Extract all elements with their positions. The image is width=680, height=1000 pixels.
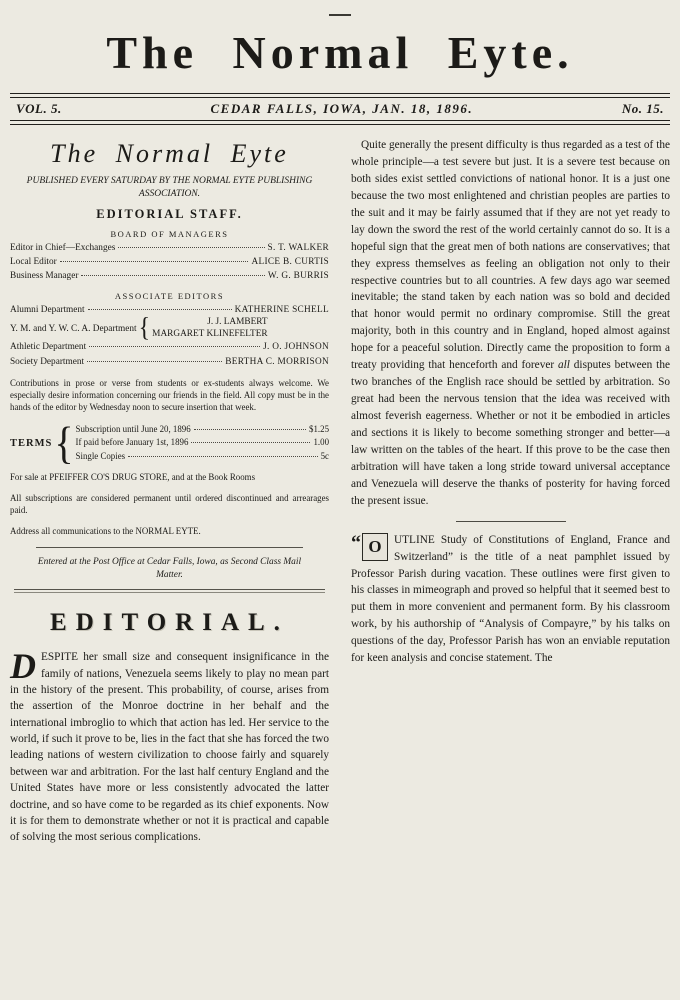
right-column xyxy=(351,137,670,846)
staff-row xyxy=(10,340,329,354)
dotted-leader xyxy=(87,361,222,362)
divider-rule xyxy=(14,589,325,593)
brace-glyph: { xyxy=(138,312,151,343)
dotted-leader xyxy=(81,275,264,276)
staff-name: BERTHA C. MORRISON xyxy=(225,356,329,367)
published-line: PUBLISHED EVERY SATURDAY BY THE NORMAL EYTE PUBLISHING ASSOCIATION. xyxy=(26,176,313,199)
entered-note: Entered at the Post Office at Cedar Falls, Iowa, as Second Class Mail Matter. xyxy=(37,556,302,580)
staff-role: Y. M. and Y. W. C. A. Department xyxy=(10,323,137,334)
staff-row xyxy=(10,269,329,283)
staff-role: Local Editor xyxy=(10,257,57,268)
address-note: Address all communications to the NORMAL EYTE. xyxy=(10,525,201,536)
masthead xyxy=(10,14,670,125)
staff-row xyxy=(10,303,329,317)
terms-block xyxy=(10,416,329,469)
editorial-article-text: ESPITE her small size and consequent insignificance in the family of nations, Venezuela seems likely to play no mean part in the history of the present. This probability, of course, arises from the assertion of the Monroe doctrine in her behalf and the international imbroglio to which that action has led. Her service to the world, if such it prove to be, lies in the fact that she has forced the two leading nations of western civilization to choose fairly and squarely between war and arbitration. For the last half century England and the United States have more or less consistently advocated the latter doctrine, and so have come to be regarded as its chief exponents. Now it is for them to demonstrate whether or not it is practical and capable of solving the most serious complications. xyxy=(10,651,329,844)
article-separator xyxy=(456,521,566,522)
pamphlet-article-text: UTLINE Study of Constitutions of England, France and Switzerland” is the title of a neat pamphlet issued by Professor Parish during vacation. These outlines were first given to his classes in mimeograph and proved so helpful that it seemed best to put them in more convenient and permanent form. By his classroom work, by his authorship of “Analysis of Compayre,” by his talks on questions of the day, Professor Parish has won an enviable reputation for keen analysis and concise statement. The xyxy=(351,533,670,665)
terms-row xyxy=(76,436,329,449)
terms-item-value: $1.25 xyxy=(309,424,329,435)
volume-label: VOL. 5. xyxy=(16,101,62,116)
dateline-text: CEDAR FALLS, IOWA, JAN. 18, 1896. xyxy=(210,101,474,116)
terms-label: TERMS xyxy=(10,437,53,449)
terms-row xyxy=(76,450,329,463)
editorial-continued xyxy=(351,137,670,510)
terms-row xyxy=(76,423,329,436)
dotted-leader xyxy=(194,429,306,430)
staff-name: KATHERINE SCHELL xyxy=(234,304,329,315)
dotted-leader xyxy=(60,261,249,262)
staff-name-pair xyxy=(152,317,267,340)
terms-item-value: 1.00 xyxy=(313,437,329,448)
masthead-rule-bottom xyxy=(10,120,670,125)
open-quote: “ xyxy=(351,531,361,554)
staff-row-ymca xyxy=(10,312,329,343)
staff-role: Business Manager xyxy=(10,271,79,282)
staff-row xyxy=(10,241,329,255)
staff-name: S. T. WALKER xyxy=(267,242,329,253)
pamphlet-article xyxy=(351,532,670,668)
terms-item-label: Single Copies xyxy=(75,450,126,461)
board-of-managers-heading: BOARD OF MANAGERS xyxy=(110,228,229,239)
paragraph-text: Quite generally the present difficulty is thus regarded as a test of the whole principle—a test severe but just. It is a severe test because on both sides exist settled convictions of national honor. It is a just one because the two most enlightened and christian peoples are parties to the suit and it may be fairly assumed that if they are not yet ready to lay down the sword the rest of the world certainly cannot do so. It is a hopeful sign that the great men of both nations are conservatives; that they express themselves as feeling an obligation not only to their respective countries but to all countries. A few days ago war seemed inevitable; the stand taken by each nation was so bold and decided that honor would permit no ordinary compromise. Still the great majority, both in this country and in England, hoped almost against hope for a peaceful solution. Directly came the proposition to form a treaty providing that henceforth and forever xyxy=(351,139,670,372)
boxed-drop-cap: O xyxy=(362,533,388,561)
dotted-leader xyxy=(89,346,260,347)
staff-name: J. O. JOHNSON xyxy=(263,342,329,353)
editorial-article xyxy=(10,646,329,846)
staff-role: Society Department xyxy=(10,356,85,367)
columns xyxy=(10,137,670,846)
sale-note: For sale at PFEIFFER CO'S DRUG STORE, and at the Book Rooms xyxy=(10,472,256,483)
staff-role: Athletic Department xyxy=(10,342,87,353)
terms-item-label: If paid before January 1st, 1896 xyxy=(75,437,189,448)
staff-name: MARGARET KLINEFELTER xyxy=(152,328,268,339)
dotted-leader xyxy=(88,309,232,310)
dotted-leader xyxy=(191,442,310,443)
dateline-row xyxy=(10,98,670,120)
terms-item-value: 5c xyxy=(320,450,329,461)
dotted-leader xyxy=(118,247,264,248)
drop-cap: D xyxy=(10,646,36,687)
column-paper-name: The Normal Eyte xyxy=(50,139,289,168)
staff-name: J. J. LAMBERT xyxy=(207,317,268,328)
divider-rule xyxy=(36,547,303,548)
article-lead xyxy=(351,533,388,561)
editorial-heading: EDITORIAL. xyxy=(50,609,289,637)
staff-row xyxy=(10,355,329,369)
staff-row xyxy=(10,255,329,269)
issue-number: No. 15. xyxy=(621,101,664,116)
brace-glyph: { xyxy=(54,416,74,469)
left-column xyxy=(10,137,329,846)
editorial-staff-heading: EDITORIAL STAFF. xyxy=(96,206,243,221)
contributions-note: Contributions in prose or verse from students or ex-students always welcome. We especially desire information concerning our friends in the field. All copy must be in the hands of the editor by Wednesday noon to secure insertion that week. xyxy=(10,378,329,413)
staff-role: Editor in Chief—Exchanges xyxy=(10,242,116,253)
staff-role: Alumni Department xyxy=(10,304,85,315)
staff-name: ALICE B. CURTIS xyxy=(251,257,329,268)
italic-word: all xyxy=(557,359,570,372)
masthead-ornament xyxy=(329,14,351,16)
paper-title: The Normal Eyte. xyxy=(106,27,574,78)
terms-rows xyxy=(76,423,329,463)
subscription-note: All subscriptions are considered permanent until ordered discontinued and arrearages paid. xyxy=(10,493,329,515)
terms-item-label: Subscription until June 20, 1896 xyxy=(75,424,191,435)
associate-editors-heading: ASSOCIATE EDITORS xyxy=(114,290,225,301)
dotted-leader xyxy=(128,456,318,457)
paragraph-text: disputes between the two branches of the English race should be settled by arbitration. So great had been the nervous tension that the idea was received with almost feverish eagerness. Whether or not it be embodied in articles and sections it is likely to become something stronger and better—a law written on the tables of the heart. If this prove to be the case then arbitration will have taken a long stride toward universal acceptance and Venezuela will deserve the thanks of posterity for having forced the present issue. xyxy=(351,359,670,507)
staff-name: W. G. BURRIS xyxy=(267,271,329,282)
